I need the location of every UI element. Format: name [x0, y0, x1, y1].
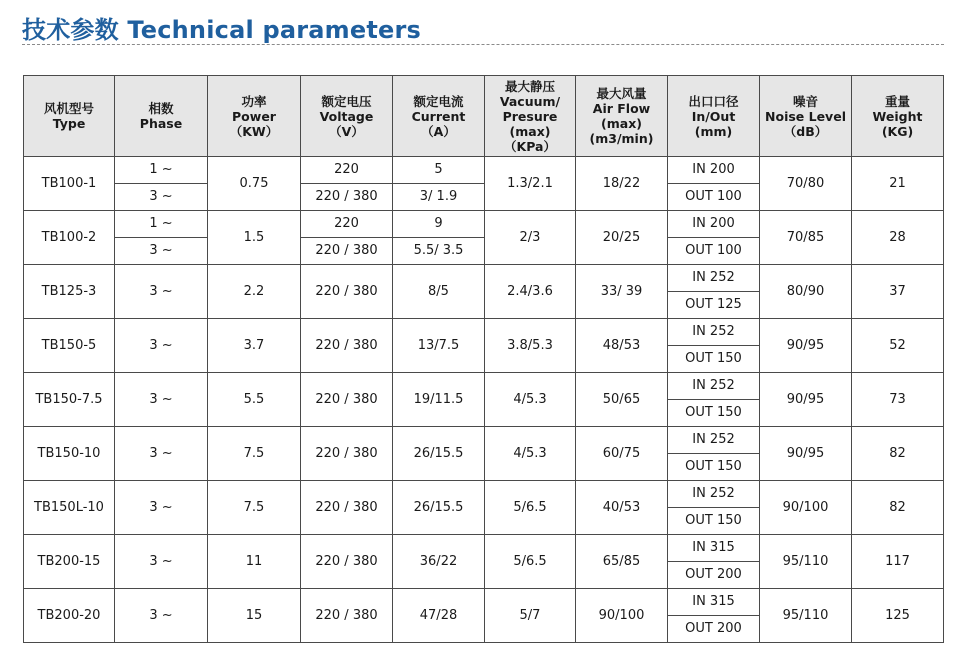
- table-row: [24, 157, 944, 184]
- cell-type: TB125-3: [24, 265, 115, 319]
- cell-inlet: IN 315: [668, 535, 760, 562]
- cell-phase: 3 ~: [115, 481, 208, 535]
- cell-power: 5.5: [208, 373, 301, 427]
- cell-inlet: IN 252: [668, 373, 760, 400]
- header-noise: 噪音 Noise Level （dB）: [760, 76, 852, 157]
- cell-power: 2.2: [208, 265, 301, 319]
- cell-voltage: 220 / 380: [301, 238, 393, 265]
- header-type: 风机型号 Type: [24, 76, 115, 157]
- cell-noise: 80/90: [760, 265, 852, 319]
- cell-noise: 70/85: [760, 211, 852, 265]
- cell-current: 3/ 1.9: [393, 184, 485, 211]
- cell-power: 15: [208, 589, 301, 643]
- cell-type: TB100-2: [24, 211, 115, 265]
- cell-type: TB150-7.5: [24, 373, 115, 427]
- cell-weight: 125: [852, 589, 944, 643]
- cell-voltage: 220: [301, 211, 393, 238]
- cell-outlet: OUT 150: [668, 346, 760, 373]
- cell-voltage: 220 / 380: [301, 535, 393, 589]
- table-row: [24, 427, 944, 454]
- cell-inlet: IN 252: [668, 481, 760, 508]
- cell-power: 11: [208, 535, 301, 589]
- table-row: [24, 481, 944, 508]
- cell-current: 5: [393, 157, 485, 184]
- cell-type: TB150L-10: [24, 481, 115, 535]
- cell-outlet: OUT 150: [668, 454, 760, 481]
- cell-noise: 90/95: [760, 319, 852, 373]
- cell-noise: 90/95: [760, 427, 852, 481]
- header-row: [24, 76, 944, 157]
- cell-type: TB150-5: [24, 319, 115, 373]
- cell-inlet: IN 200: [668, 211, 760, 238]
- cell-voltage: 220 / 380: [301, 373, 393, 427]
- cell-voltage: 220 / 380: [301, 319, 393, 373]
- cell-phase: 1 ~: [115, 157, 208, 184]
- cell-inlet: IN 252: [668, 319, 760, 346]
- cell-weight: 21: [852, 157, 944, 211]
- cell-vacuum: 2.4/3.6: [485, 265, 576, 319]
- cell-airflow: 48/53: [576, 319, 668, 373]
- cell-outlet: OUT 200: [668, 616, 760, 643]
- cell-current: 5.5/ 3.5: [393, 238, 485, 265]
- page-title: 技术参数 Technical parameters: [22, 16, 422, 44]
- cell-vacuum: 1.3/2.1: [485, 157, 576, 211]
- table-row: [24, 589, 944, 616]
- cell-weight: 73: [852, 373, 944, 427]
- cell-voltage: 220 / 380: [301, 265, 393, 319]
- cell-current: 19/11.5: [393, 373, 485, 427]
- cell-power: 7.5: [208, 481, 301, 535]
- cell-type: TB200-20: [24, 589, 115, 643]
- header-vacuum: 最大静压 Vacuum/ Presure (max) （KPa）: [485, 76, 576, 157]
- cell-power: 7.5: [208, 427, 301, 481]
- cell-weight: 82: [852, 427, 944, 481]
- cell-current: 36/22: [393, 535, 485, 589]
- cell-inlet: IN 200: [668, 157, 760, 184]
- cell-current: 47/28: [393, 589, 485, 643]
- table-row: [24, 265, 944, 292]
- cell-outlet: OUT 100: [668, 238, 760, 265]
- cell-weight: 52: [852, 319, 944, 373]
- cell-type: TB100-1: [24, 157, 115, 211]
- cell-airflow: 60/75: [576, 427, 668, 481]
- cell-power: 1.5: [208, 211, 301, 265]
- cell-type: TB150-10: [24, 427, 115, 481]
- cell-noise: 95/110: [760, 589, 852, 643]
- table-row: [24, 319, 944, 346]
- cell-phase: 3 ~: [115, 238, 208, 265]
- cell-phase: 3 ~: [115, 265, 208, 319]
- cell-weight: 28: [852, 211, 944, 265]
- header-phase: 相数 Phase: [115, 76, 208, 157]
- cell-current: 9: [393, 211, 485, 238]
- cell-current: 26/15.5: [393, 481, 485, 535]
- table-body: [24, 157, 944, 643]
- cell-phase: 3 ~: [115, 589, 208, 643]
- cell-phase: 3 ~: [115, 427, 208, 481]
- cell-voltage: 220 / 380: [301, 184, 393, 211]
- cell-airflow: 50/65: [576, 373, 668, 427]
- cell-airflow: 18/22: [576, 157, 668, 211]
- cell-vacuum: 5/6.5: [485, 481, 576, 535]
- cell-outlet: OUT 150: [668, 400, 760, 427]
- cell-vacuum: 5/6.5: [485, 535, 576, 589]
- cell-voltage: 220: [301, 157, 393, 184]
- cell-noise: 90/95: [760, 373, 852, 427]
- cell-noise: 90/100: [760, 481, 852, 535]
- cell-weight: 37: [852, 265, 944, 319]
- table-row: [24, 373, 944, 400]
- table-row: [24, 211, 944, 238]
- cell-vacuum: 2/3: [485, 211, 576, 265]
- cell-vacuum: 4/5.3: [485, 427, 576, 481]
- cell-power: 3.7: [208, 319, 301, 373]
- cell-phase: 3 ~: [115, 184, 208, 211]
- cell-airflow: 20/25: [576, 211, 668, 265]
- header-current: 额定电流 Current （A）: [393, 76, 485, 157]
- cell-noise: 70/80: [760, 157, 852, 211]
- cell-airflow: 90/100: [576, 589, 668, 643]
- cell-outlet: OUT 200: [668, 562, 760, 589]
- cell-weight: 117: [852, 535, 944, 589]
- cell-outlet: OUT 100: [668, 184, 760, 211]
- cell-voltage: 220 / 380: [301, 427, 393, 481]
- header-power: 功率 Power （KW）: [208, 76, 301, 157]
- cell-outlet: OUT 125: [668, 292, 760, 319]
- cell-inlet: IN 252: [668, 265, 760, 292]
- cell-phase: 3 ~: [115, 535, 208, 589]
- table-row: [24, 535, 944, 562]
- header-inout: 出口口径 In/Out (mm): [668, 76, 760, 157]
- title-divider: [22, 44, 944, 45]
- cell-vacuum: 5/7: [485, 589, 576, 643]
- cell-type: TB200-15: [24, 535, 115, 589]
- cell-airflow: 33/ 39: [576, 265, 668, 319]
- cell-weight: 82: [852, 481, 944, 535]
- technical-parameters-table: [23, 75, 944, 643]
- cell-airflow: 65/85: [576, 535, 668, 589]
- cell-current: 13/7.5: [393, 319, 485, 373]
- cell-vacuum: 3.8/5.3: [485, 319, 576, 373]
- header-voltage: 额定电压 Voltage （V）: [301, 76, 393, 157]
- cell-current: 8/5: [393, 265, 485, 319]
- cell-noise: 95/110: [760, 535, 852, 589]
- cell-power: 0.75: [208, 157, 301, 211]
- cell-phase: 3 ~: [115, 319, 208, 373]
- cell-outlet: OUT 150: [668, 508, 760, 535]
- cell-inlet: IN 252: [668, 427, 760, 454]
- cell-phase: 1 ~: [115, 211, 208, 238]
- header-weight: 重量 Weight (KG): [852, 76, 944, 157]
- cell-vacuum: 4/5.3: [485, 373, 576, 427]
- header-airflow: 最大风量 Air Flow (max) (m3/min): [576, 76, 668, 157]
- cell-phase: 3 ~: [115, 373, 208, 427]
- cell-current: 26/15.5: [393, 427, 485, 481]
- cell-airflow: 40/53: [576, 481, 668, 535]
- cell-inlet: IN 315: [668, 589, 760, 616]
- cell-voltage: 220 / 380: [301, 481, 393, 535]
- cell-voltage: 220 / 380: [301, 589, 393, 643]
